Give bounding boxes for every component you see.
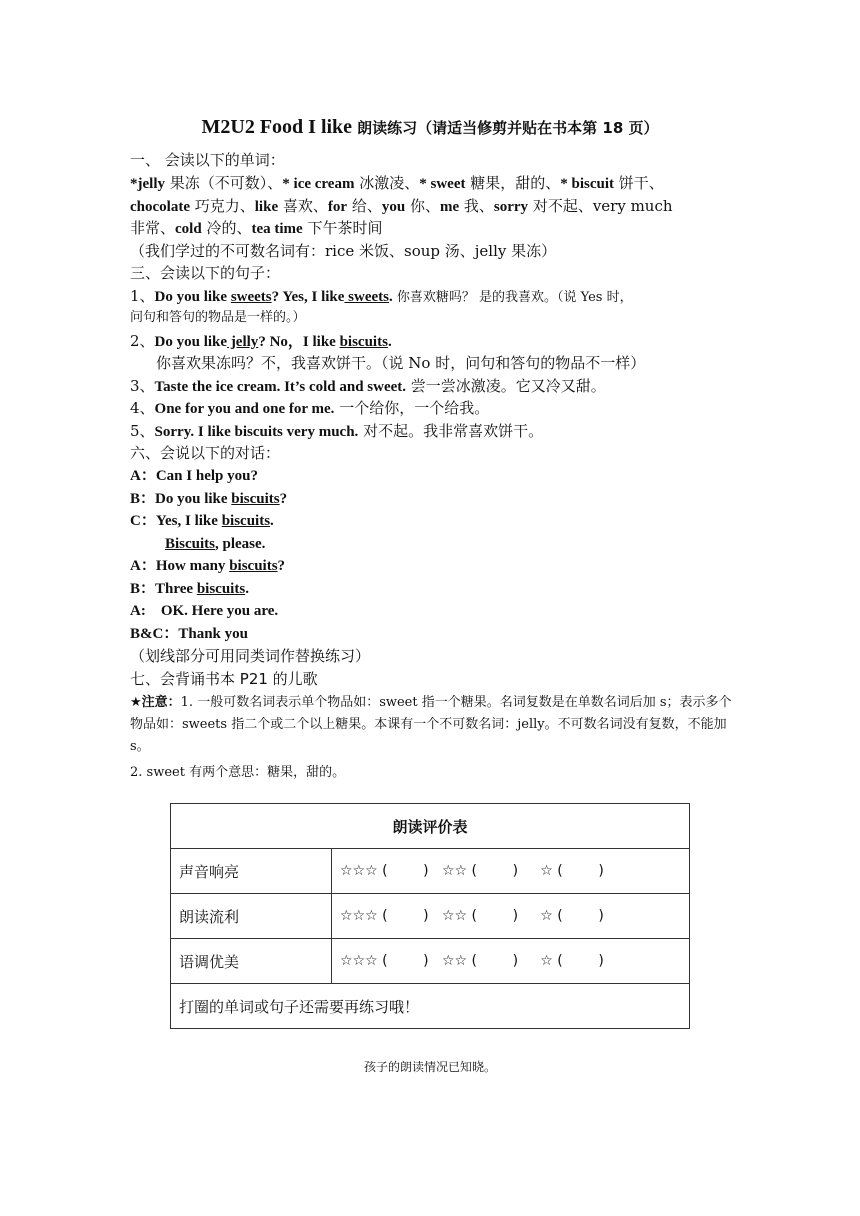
word-chocolate: chocolate: [130, 199, 190, 215]
word-gloss: 糖果，甜的、: [465, 174, 561, 192]
word-gloss: 你、: [405, 197, 440, 215]
sentence-text: Taste the ice cream. It’s cold and sweet.: [154, 379, 407, 395]
dialogue-text: ?: [279, 491, 288, 507]
item-number: 3、: [130, 377, 155, 395]
speaker: A:: [130, 603, 146, 619]
dialogue-line-1: [130, 465, 740, 487]
sentence-text: Do you like: [154, 289, 231, 305]
dialogue-line-3: [130, 510, 740, 532]
item-number: 1、: [130, 287, 155, 305]
word-gloss: 下午茶时间: [302, 219, 383, 237]
word-sweet: * sweet: [419, 176, 466, 192]
dialogue-text: How many: [155, 558, 230, 574]
word-biscuit: * biscuit: [560, 176, 615, 192]
dialogue-text: Do you like: [155, 491, 232, 507]
attention-note-1: [130, 692, 738, 758]
word-you: you: [381, 199, 406, 215]
sentence-text: One for you and one for me.: [154, 401, 335, 417]
word-ice-cream: * ice cream: [282, 176, 355, 192]
sentence-text: ? Yes, I like: [271, 289, 345, 305]
word-gloss: 果冻（不可数）、: [165, 174, 283, 192]
table-title: 朗读评价表: [171, 804, 690, 849]
underlined-word: sweets: [230, 289, 272, 305]
word-gloss: 给、: [347, 197, 382, 215]
sentence-2-translation: 你喜欢果冻吗？不，我喜欢饼干。（说 No 时，问句和答句的物品不一样）: [156, 354, 646, 372]
word-tea-time: tea time: [251, 221, 303, 237]
dialogue-text: ?: [277, 558, 286, 574]
dialogue-text: Can I help you?: [155, 468, 258, 484]
speaker: A：: [130, 468, 156, 484]
word-gloss: 冰激凌、: [354, 174, 420, 192]
evaluation-table: [170, 803, 690, 1029]
underlined-word: biscuits: [229, 558, 278, 574]
parent-acknowledgement: 孩子的朗读情况已知晓。: [363, 1060, 496, 1074]
section-7-heading: 七、会背诵书本 P21 的儿歌: [130, 670, 318, 688]
criterion-label: 语调优美: [171, 939, 332, 984]
item-number: 4、: [130, 399, 155, 417]
sentence-text: .: [389, 289, 393, 305]
item-number: 5、: [130, 422, 155, 440]
sentence-3: [130, 375, 740, 398]
word-jelly: *jelly: [130, 176, 165, 192]
sentence-text: Sorry. I like biscuits very much.: [154, 424, 359, 440]
table-footer-row: 打圈的单词或句子还需要再练习哦！: [171, 984, 690, 1029]
section-3-heading: 三、会读以下的句子：: [130, 264, 281, 282]
criterion-label: 声音响亮: [171, 849, 332, 894]
table-row: [171, 984, 690, 1029]
underlined-word: Biscuits: [165, 536, 216, 552]
underlined-word: biscuits: [221, 513, 271, 529]
sentence-translation: 一个给你，一个给我。: [334, 399, 490, 417]
word-gloss: 我、: [459, 197, 494, 215]
item-number: 2、: [130, 332, 155, 350]
sentence-1: [130, 285, 740, 309]
sentence-text: Do you like: [154, 334, 228, 350]
table-row: [171, 939, 690, 984]
sentence-translation: 对不起。我非常喜欢饼干。: [358, 422, 544, 440]
word-gloss: 喜欢、: [278, 197, 328, 215]
words-line-3: [130, 217, 740, 240]
speaker: B&C：: [130, 626, 179, 642]
table-row: [171, 849, 690, 894]
page-title: [0, 116, 860, 139]
sentence-translation: 尝一尝冰激凌。它又冷又甜。: [406, 377, 606, 395]
attention-note-2: 2. sweet 有两个意思：糖果，甜的。: [130, 765, 346, 780]
substitution-note: （划线部分可用同类词作替换练习）: [130, 647, 371, 665]
table-row: [171, 894, 690, 939]
speaker: B：: [130, 491, 156, 507]
star-rating-cell[interactable]: ☆☆☆ ( ) ☆☆ ( ) ☆ ( ): [332, 894, 690, 939]
sentence-text: .: [387, 334, 392, 350]
dialogue-text: Thank you: [178, 626, 248, 642]
sentence-1-note: 问句和答句的物品是一样的。）: [130, 310, 306, 325]
words-line-2: [130, 195, 740, 218]
underlined-word: jelly: [227, 334, 259, 350]
underlined-word: biscuits: [339, 334, 388, 350]
word-gloss: 对不起、very much: [528, 197, 673, 215]
star-rating-cell[interactable]: ☆☆☆ ( ) ☆☆ ( ) ☆ ( ): [332, 939, 690, 984]
speaker: C：: [130, 513, 156, 529]
dialogue-text: OK. Here you are.: [145, 603, 279, 619]
underlined-word: sweets: [344, 289, 389, 305]
dialogue-line-4: [165, 533, 775, 555]
sentence-2: [130, 330, 740, 353]
title-chinese: 朗读练习（请适当修剪并贴在书本第 18 页）: [357, 119, 659, 137]
words-line-1: [130, 172, 740, 195]
dialogue-text: Three: [155, 581, 197, 597]
word-for: for: [327, 199, 348, 215]
word-cold: cold: [175, 221, 202, 237]
dialogue-text: .: [245, 581, 249, 597]
word-gloss: 冷的、: [201, 219, 252, 237]
sentence-4: [130, 397, 740, 420]
word-sorry: sorry: [493, 199, 529, 215]
dialogue-line-8: [130, 623, 740, 645]
word-gloss: 饼干、: [614, 174, 664, 192]
dialogue-line-5: [130, 555, 740, 577]
word-like: like: [254, 199, 279, 215]
sentence-text: ? No，I like: [258, 334, 340, 350]
star-rating-cell[interactable]: ☆☆☆ ( ) ☆☆ ( ) ☆ ( ): [332, 849, 690, 894]
sentence-translation: 你喜欢糖吗？ 是的我喜欢。（说 Yes 时，: [392, 290, 633, 305]
sentence-5: [130, 420, 740, 443]
section-6-heading: 六、会说以下的对话：: [130, 444, 281, 462]
dialogue-line-2: [130, 488, 740, 510]
dialogue-line-7: [130, 600, 740, 622]
word-gloss: 巧克力、: [189, 197, 255, 215]
dialogue-text: , please.: [215, 536, 266, 552]
dialogue-text: .: [270, 513, 274, 529]
attention-text: 1. 一般可数名词表示单个物品如：sweet 指一个糖果。名词复数是在单数名词后加 s；表示多个物品如：sweets 指二个或二个以上糖果。本课有一个不可数名词：jelly。不可数名词没有复数，不能加 s。: [130, 695, 732, 754]
uncountable-note: （我们学过的不可数名词有：rice 米饭、soup 汤、jelly 果冻）: [130, 242, 557, 260]
dialogue-line-6: [130, 578, 740, 600]
dialogue-text: Yes, I like: [155, 513, 222, 529]
criterion-label: 朗读流利: [171, 894, 332, 939]
speaker: B：: [130, 581, 156, 597]
underlined-word: biscuits: [196, 581, 246, 597]
word-gloss: 非常、: [130, 219, 176, 237]
section-1-heading: 一、 会读以下的单词：: [130, 151, 285, 169]
underlined-word: biscuits: [231, 491, 280, 507]
table-row: [171, 804, 690, 849]
title-english: M2U2 Food I like: [201, 116, 353, 138]
speaker: A：: [130, 558, 156, 574]
attention-label: ★注意：: [130, 695, 181, 710]
word-me: me: [439, 199, 460, 215]
